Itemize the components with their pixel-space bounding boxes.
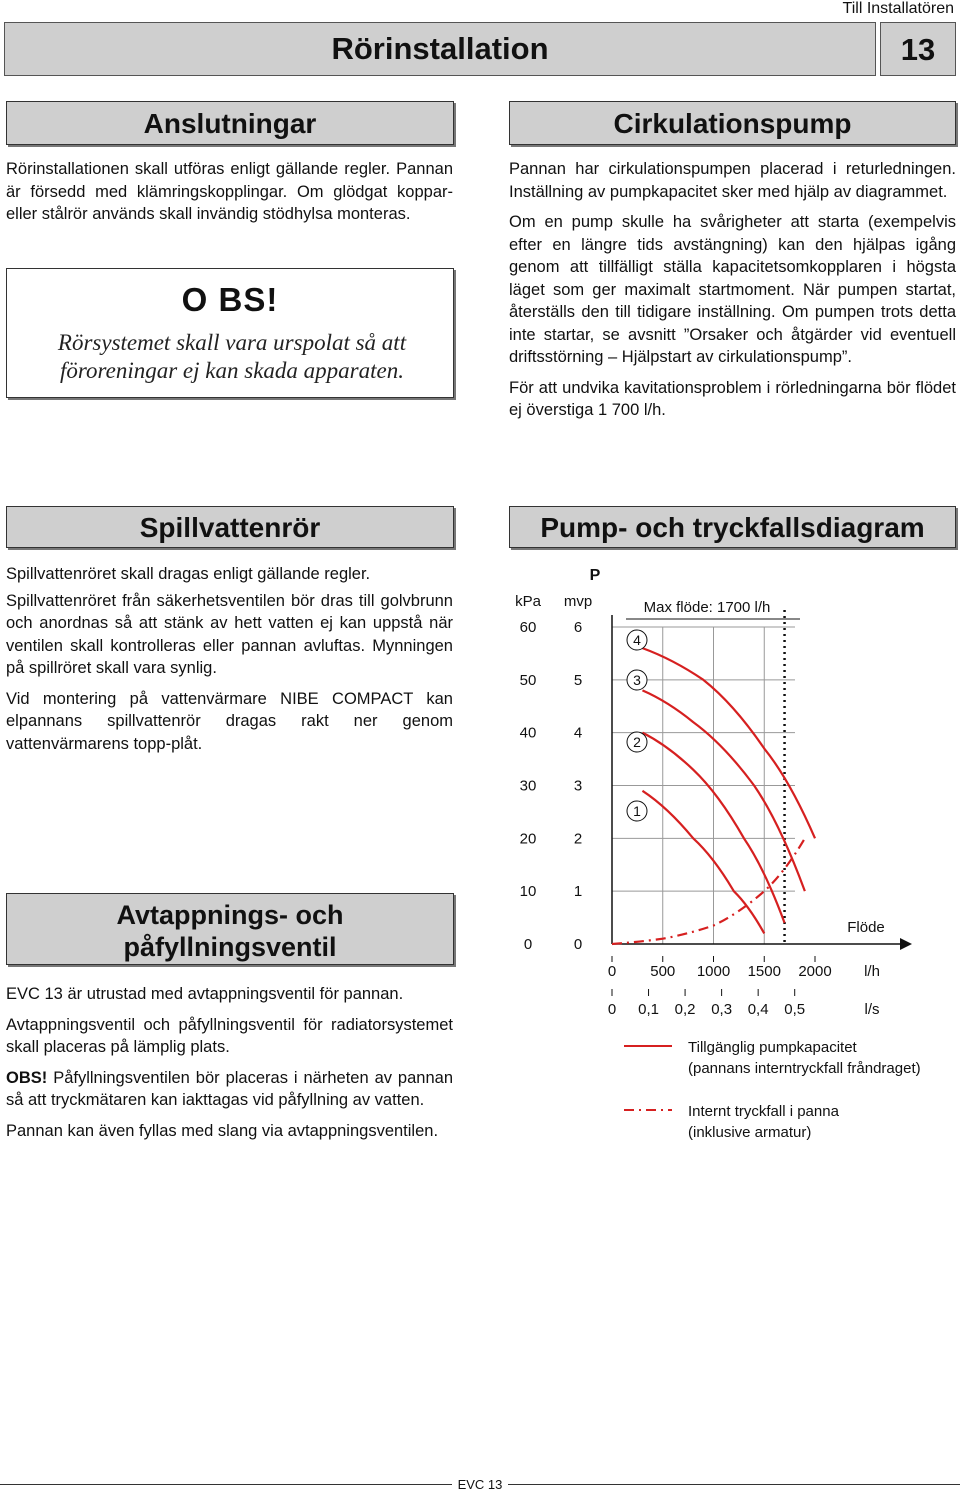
avtappning-p4: Pannan kan även fyllas med slang via avtappningsventilen.: [6, 1121, 439, 1140]
y-unit-mvp: mvp: [563, 593, 593, 610]
obs-title: O BS!: [181, 281, 279, 318]
x-tick-lh: 500: [650, 963, 676, 980]
anslutningar-paragraph: Rörinstallationen skall utföras enligt gällande regler. Pannan är försedd med klämringskopplingar. Om glödgat koppar- eller stålrör används skall invändig stödhylsa monteras.: [6, 160, 453, 223]
y-tick-kpa: 20: [519, 830, 537, 848]
y-tick-kpa: 0: [523, 936, 533, 953]
legend-label-1-line2: (pannans interntryckfall fråndraget): [688, 1060, 921, 1077]
x-tick-lh: 0: [607, 963, 617, 980]
section-spillvattenror-title: Spillvattenrör: [6, 506, 454, 548]
x-tick-ls: 0,1: [638, 1001, 659, 1018]
cirkulationspump-p2: Om en pump skulle ha svårigheter att starta (exempelvis efter en längre tids avstängning) kan den hjälpas igång genom att tillfälligt ställa kapacitetsomkopplaren i högsta läget som ger maximalt startmoment. När pumpen startat, återställs den till tidigare inställning. Om pumpen trots detta inte startar, se avsnitt ”Orsaker och åtgärder vid eventuell driftsstörning – Hjälpstart av cirkulationspump”.: [509, 213, 956, 366]
audience-label: Till Installatören: [842, 0, 954, 17]
legend-label-2-line2: (inklusive armatur): [688, 1124, 812, 1141]
avtappning-p1: EVC 13 är utrustad med avtappningsventil för pannan.: [6, 985, 404, 1003]
page-title: Rörinstallation: [331, 31, 549, 66]
spillvattenror-p1: Spillvattenröret skall dragas enligt gällande regler.: [6, 565, 371, 583]
y-tick-mvp: 4: [573, 724, 583, 742]
x-unit-ls: l/s: [864, 1001, 880, 1018]
series-label-1: 1: [633, 803, 641, 819]
x-tick-lh: 1500: [747, 963, 781, 980]
legend-label-2-line1: Internt tryckfall i panna: [688, 1103, 839, 1120]
y-tick-kpa: 10: [519, 883, 537, 901]
series-label-4: 4: [633, 632, 641, 648]
cirkulationspump-p3: För att undvika kavitationsproblem i rörledningarna bör flödet ej överstiga 1 700 l/h.: [509, 378, 956, 419]
x-tick-ls: 0: [607, 1001, 617, 1018]
x-tick-lh: 1000: [696, 963, 731, 980]
y-tick-kpa: 50: [519, 671, 537, 689]
avtappning-title-line1: Avtappnings- och: [116, 900, 344, 930]
series-curve-1: [642, 791, 764, 934]
y-unit-kpa: kPa: [515, 593, 541, 610]
max-flow-label: Max flöde: 1700 l/h: [643, 599, 771, 616]
y-tick-mvp: 1: [573, 883, 583, 901]
x-tick-ls: 0,4: [747, 1001, 769, 1018]
y-tick-kpa: 60: [519, 619, 537, 636]
avtappning-p2: Avtappningsventil och påfyllningsventil för radiatorsystemet skall placeras på lämplig plats.: [6, 1015, 453, 1056]
spillvattenror-p2: Spillvattenröret från säkerhetsventilen bör dras till golvbrunn och anordnas så att stänk av hett vatten ej kan uppstå när ventilen skall kontrolleras eller pannan avluftas. Mynningen på spillröret skall vara synlig.: [6, 591, 453, 677]
section-anslutningar-title: Anslutningar: [6, 101, 454, 145]
avtappning-title-line2: påfyllningsventil: [123, 932, 337, 962]
y-tick-kpa: 30: [519, 777, 537, 795]
footer-text: EVC 13: [452, 1477, 509, 1492]
page-number: 13: [880, 22, 956, 76]
y-tick-mvp: 0: [573, 936, 583, 953]
x-axis-arrow: [900, 938, 912, 950]
series-curve-3: [642, 690, 804, 891]
x-axis-label: Flöde: [847, 919, 885, 936]
x-tick-ls: 0,3: [711, 1001, 733, 1018]
x-tick-ls: 0,5: [784, 1001, 806, 1018]
y-tick-mvp: 3: [573, 777, 583, 795]
x-tick-ls: 0,2: [674, 1001, 696, 1018]
y-tick-mvp: 5: [573, 671, 583, 689]
legend-label-1-line1: Tillgänglig pumpkapacitet: [688, 1039, 857, 1056]
y-tick-kpa: 40: [519, 724, 537, 742]
section-cirkulationspump-title: Cirkulationspump: [509, 101, 956, 145]
series-label-3: 3: [633, 672, 641, 688]
y-tick-mvp: 6: [573, 619, 583, 636]
y-axis-header: P: [589, 567, 601, 584]
avtappning-p3-text: Påfyllningsventilen bör placeras i närheten av pannan så att tryckmätaren kan iakttagas vid påfyllning av vatten.: [6, 1068, 453, 1109]
cirkulationspump-p1: Pannan har cirkulationspumpen placerad i returledningen. Inställning av pumpkapacitet sker med hjälp av diagrammet.: [509, 160, 956, 201]
x-unit-lh: l/h: [864, 963, 880, 980]
y-tick-mvp: 2: [573, 830, 583, 848]
x-tick-lh: 2000: [798, 963, 832, 980]
spillvattenror-p3: Vid montering på vattenvärmare NIBE COMPACT kan elpannans spillvattenrör dragas rakt ner genom vattenvärmarens topp-plåt.: [6, 689, 453, 753]
obs-text: Rörsystemet skall vara urspolat så att föroreningar ej kan skada apparaten.: [57, 330, 407, 383]
chart-legend: [624, 1039, 921, 1141]
series-curve-4: [642, 648, 815, 838]
section-diagram-title: Pump- och tryckfallsdiagram: [509, 506, 956, 548]
footer: [0, 1477, 960, 1492]
series-label-2: 2: [633, 734, 641, 750]
avtappning-obs-label: OBS!: [6, 1068, 48, 1087]
